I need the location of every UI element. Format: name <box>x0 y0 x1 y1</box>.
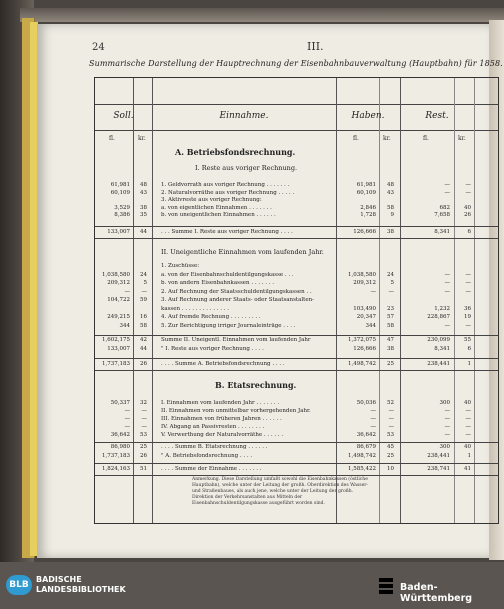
haben-fl-cell: 36,642 <box>356 432 376 438</box>
subsection-i-heading: I. Reste aus voriger Rechnung. <box>195 164 298 172</box>
rest-kr-cell: 36 <box>464 305 471 312</box>
blb-logo[interactable]: BLB <box>6 575 32 595</box>
rule-sum-b <box>95 442 498 443</box>
table-row <box>95 314 500 322</box>
label-cell: I. Einnahmen vom laufenden Jahr . . . . . . . <box>161 400 280 406</box>
soll-kr-cell: — <box>141 424 147 430</box>
label-cell: " I. Reste aus voriger Rechnung . . . . <box>161 345 264 352</box>
bw-brand[interactable]: Baden-Württemberg <box>400 582 473 604</box>
footnote: Anmerkung. Diese Darstellung umfaßt sowohl die Eisenbahnkassen (östliche Hauptbahn), welche unter der Leitung der großh. Oberdirektion des Wasser- und Straßenbaues, als auch jene, welche unter der Leitung der großh. Direktion der Verkehrsanstalten aus Mitteln der Eisenbahnschuldentilgungskasse ausgeführt worden sind. <box>192 477 368 506</box>
label-cell: Summe II. Uneigentl. Einnahmen vom laufenden Jahr <box>161 337 311 343</box>
label-cell: 3. Auf Rechnung anderer Staats- oder Staatsanstalten- <box>161 297 315 303</box>
unit-soll-kr: kr. <box>138 135 146 142</box>
haben-kr-cell: 23 <box>387 305 394 312</box>
page-title: Summarische Darstellung der Hauptrechnung der Eisenbahnbauverwaltung (Hauptbahn) für 1858. <box>89 59 503 68</box>
label-cell: kassen . . . . . . . . . . . . . . <box>161 305 230 312</box>
label-cell: . . . . Summe B. Etatsrechnung . . . . . . <box>161 444 268 450</box>
soll-fl-cell: — <box>124 416 130 422</box>
haben-kr-cell: 47 <box>387 337 394 343</box>
rest-kr-cell: 1 <box>467 452 471 459</box>
soll-fl-cell: 1,737,183 <box>102 361 130 367</box>
haben-fl-cell: 1,585,422 <box>348 466 376 472</box>
rest-kr-cell: 26 <box>464 212 471 218</box>
haben-kr-cell: 24 <box>387 271 394 278</box>
soll-kr-cell: 58 <box>140 322 147 329</box>
table-row <box>95 408 500 416</box>
label-cell: 4. Auf fremde Rechnung . . . . . . . . . <box>161 314 261 320</box>
rule-after-sum-a <box>95 370 498 371</box>
haben-kr-cell: — <box>388 288 394 295</box>
table-row <box>95 272 500 280</box>
haben-kr-cell: 57 <box>387 314 394 320</box>
soll-kr-cell: 44 <box>140 229 147 235</box>
label-cell: 1. Zuschüsse: <box>161 263 200 269</box>
rule-sum-ii <box>95 335 498 336</box>
label-cell: II. Einnahmen vom unmittelbar vorhergehenden Jahr. <box>161 408 311 414</box>
subsection-ii-heading: II. Uneigentliche Einnahmen vom laufenden Jahr. <box>161 248 324 256</box>
unit-rest-kr: kr. <box>458 135 466 142</box>
soll-fl-cell: 133,007 <box>107 229 130 235</box>
section-b-heading: B. Etatsrechnung. <box>215 380 297 390</box>
label-cell: III. Einnahmen von früheren Jahren . . . . . . <box>161 416 282 422</box>
haben-fl-cell: 60,109 <box>356 189 376 196</box>
rule-sum-a <box>95 358 498 359</box>
haben-kr-cell: 38 <box>387 345 394 352</box>
rest-kr-cell: — <box>465 189 471 196</box>
haben-kr-cell: 38 <box>387 229 394 235</box>
rest-fl-cell: — <box>444 432 450 438</box>
haben-kr-cell: 52 <box>387 400 394 406</box>
soll-fl-cell: 8,386 <box>114 212 130 218</box>
rest-fl-cell: — <box>444 280 450 286</box>
soll-kr-cell: 26 <box>140 452 147 459</box>
header-einnahme: Einnahme. <box>219 111 269 121</box>
haben-fl-cell: 86,679 <box>356 444 376 450</box>
table-row <box>95 263 500 271</box>
soll-fl-cell: — <box>124 408 130 414</box>
haben-fl-cell: — <box>370 408 376 414</box>
haben-fl-cell: 126,666 <box>353 229 376 235</box>
sum-row <box>95 346 500 354</box>
rest-kr-cell: 55 <box>464 337 471 343</box>
label-cell: a. von der Eisenbahnschuldentilgungskasse . . . <box>161 271 294 278</box>
table-row <box>95 400 500 408</box>
haben-fl-cell: 20,347 <box>356 314 376 320</box>
soll-kr-cell: 48 <box>140 182 147 188</box>
haben-kr-cell: 25 <box>387 452 394 459</box>
sum-row <box>95 337 500 345</box>
haben-fl-cell: 126,666 <box>353 345 376 352</box>
soll-kr-cell: 44 <box>140 345 147 352</box>
soll-kr-cell: 5 <box>143 280 147 286</box>
label-cell: V. Verwerthung der Naturalvorräthe . . . . . . <box>161 432 284 438</box>
soll-kr-cell: — <box>141 408 147 414</box>
soll-kr-cell: — <box>141 288 147 295</box>
haben-kr-cell: — <box>388 424 394 430</box>
haben-fl-cell: 1,372,075 <box>348 337 376 343</box>
rest-fl-cell: — <box>444 189 450 196</box>
haben-fl-cell: 1,498,742 <box>348 361 376 367</box>
rest-fl-cell: 8,341 <box>434 345 450 352</box>
rest-fl-cell: 300 <box>439 444 450 450</box>
soll-fl-cell: 1,038,580 <box>102 271 130 278</box>
rest-kr-cell: — <box>465 408 471 414</box>
label-cell: . . . . Summe der Einnahme . . . . . . . <box>161 466 262 472</box>
ledger-table <box>94 77 499 524</box>
rest-kr-cell: — <box>465 182 471 188</box>
haben-fl-cell: — <box>370 424 376 430</box>
soll-kr-cell: — <box>141 416 147 422</box>
sum-row <box>95 444 500 452</box>
rest-fl-cell: — <box>444 288 450 295</box>
label-cell: . . . . Summe A. Betriebsfondsrechnung . . . . <box>161 361 285 367</box>
haben-kr-cell: 43 <box>387 189 394 196</box>
rule-sum-i <box>95 226 498 227</box>
blb-name[interactable] <box>36 575 126 595</box>
unit-rest-fl: fl. <box>423 135 429 142</box>
rest-fl-cell: — <box>444 408 450 414</box>
soll-kr-cell: 25 <box>140 444 147 450</box>
sum-row <box>95 361 500 369</box>
rule-total <box>95 463 498 464</box>
haben-fl-cell: 209,312 <box>353 280 376 286</box>
rest-fl-cell: 230,099 <box>427 337 450 343</box>
soll-fl-cell: 104,722 <box>107 297 130 303</box>
page-number: 24 <box>92 42 105 53</box>
soll-kr-cell: 24 <box>140 271 147 278</box>
haben-fl-cell: 344 <box>365 322 376 329</box>
rest-kr-cell: — <box>465 416 471 422</box>
blb-name-line1: BADISCHE <box>36 575 82 584</box>
label-cell: " A. Betriebsfondsrechnung . . . . <box>161 452 253 459</box>
soll-fl-cell: 50,337 <box>110 400 130 406</box>
section-a-heading: A. Betriebsfondsrechnung. <box>175 147 296 157</box>
header-rule-top <box>95 104 498 105</box>
soll-fl-cell: 61,981 <box>110 182 130 188</box>
header-rule-bottom <box>95 130 498 131</box>
haben-kr-cell: 9 <box>390 212 394 218</box>
label-cell: 2. Auf Rechnung der Staatsschuldentilgungskassen . . <box>161 288 312 295</box>
rest-fl-cell: 682 <box>439 204 450 211</box>
rest-kr-cell: 6 <box>467 345 471 352</box>
rest-kr-cell: 40 <box>464 204 471 211</box>
rest-fl-cell: 238,441 <box>427 361 450 367</box>
table-row <box>95 289 500 297</box>
unit-haben-fl: fl. <box>353 135 359 142</box>
rest-fl-cell: 8,341 <box>434 229 450 235</box>
rest-kr-cell: 19 <box>464 314 471 320</box>
haben-kr-cell: — <box>388 408 394 414</box>
rest-fl-cell: 238,441 <box>427 452 450 459</box>
rest-fl-cell: — <box>444 182 450 188</box>
label-cell: 3. Aktivreste aus voriger Rechnung: <box>161 197 262 203</box>
haben-kr-cell: 45 <box>387 444 394 450</box>
section-number: III. <box>307 40 324 53</box>
soll-kr-cell: 59 <box>140 297 147 303</box>
rest-kr-cell: 40 <box>464 400 471 406</box>
soll-kr-cell: 26 <box>140 361 147 367</box>
soll-fl-cell: 133,007 <box>107 345 130 352</box>
sum-row <box>95 453 500 461</box>
table-row <box>95 323 500 331</box>
soll-kr-cell: 43 <box>140 189 147 196</box>
label-cell: IV. Abgang an Passivresten . . . . . . . . <box>161 424 265 430</box>
rest-kr-cell: — <box>465 271 471 278</box>
sum-row <box>95 466 500 474</box>
label-cell: a. von eigentlichen Einnahmen . . . . . . . <box>161 204 272 211</box>
table-row <box>95 432 500 440</box>
book-cover-top <box>20 8 504 22</box>
soll-kr-cell: 42 <box>140 337 147 343</box>
soll-fl-cell: 1,602,175 <box>102 337 130 343</box>
soll-kr-cell: 53 <box>140 432 147 438</box>
rest-fl-cell: — <box>444 322 450 329</box>
haben-kr-cell: 58 <box>387 322 394 329</box>
haben-kr-cell: 25 <box>387 361 394 367</box>
rest-kr-cell: — <box>465 432 471 438</box>
rest-kr-cell: — <box>465 288 471 295</box>
haben-kr-cell: 10 <box>387 466 394 472</box>
rest-kr-cell: — <box>465 424 471 430</box>
label-cell: b. von andern Eisenbahnkassen . . . . . . . <box>161 280 275 286</box>
haben-fl-cell: 103,490 <box>353 305 376 312</box>
table-row <box>95 306 500 314</box>
unit-soll-fl: fl. <box>109 135 115 142</box>
rest-fl-cell: 7,658 <box>434 212 450 218</box>
label-cell: b. von uneigentlichen Einnahmen . . . . . . <box>161 212 276 218</box>
soll-kr-cell: 38 <box>140 204 147 211</box>
rest-fl-cell: — <box>444 424 450 430</box>
rest-kr-cell: 41 <box>464 466 471 472</box>
soll-fl-cell: 1,824,163 <box>102 466 130 472</box>
soll-fl-cell: 1,737,183 <box>102 452 130 459</box>
soll-fl-cell: 86,980 <box>110 444 130 450</box>
rule-after-total <box>95 475 498 476</box>
haben-fl-cell: 1,038,580 <box>348 271 376 278</box>
table-row <box>95 229 500 237</box>
label-cell: 1. Geldvorrath aus voriger Rechnung . . . . . . . <box>161 182 290 188</box>
label-cell: 2. Naturalvorräthe aus voriger Rechnung . . . . . <box>161 189 295 196</box>
rest-fl-cell: — <box>444 416 450 422</box>
header-haben: Haben. <box>351 111 385 121</box>
soll-fl-cell: — <box>124 424 130 430</box>
table-row <box>95 424 500 432</box>
haben-fl-cell: 2,846 <box>360 204 376 211</box>
table-row <box>95 212 500 220</box>
rest-fl-cell: — <box>444 271 450 278</box>
soll-fl-cell: 60,109 <box>110 189 130 196</box>
haben-kr-cell: 53 <box>387 432 394 438</box>
rule-after-sum-i <box>95 238 498 239</box>
rest-fl-cell: 228,867 <box>427 314 450 320</box>
soll-fl-cell: — <box>124 288 130 295</box>
soll-fl-cell: 36,642 <box>110 432 130 438</box>
header-rest: Rest. <box>425 111 449 121</box>
soll-kr-cell: 51 <box>140 466 147 472</box>
blb-name-line2: LANDESBIBLIOTHEK <box>36 585 126 594</box>
label-cell: . . . Summe I. Reste aus voriger Rechnung . . . . <box>161 229 293 235</box>
label-cell: 5. Zur Berichtigung irriger Journaleinträge . . . . <box>161 322 296 329</box>
haben-kr-cell: — <box>388 416 394 422</box>
rest-kr-cell: 40 <box>464 444 471 450</box>
rest-kr-cell: 6 <box>467 229 471 235</box>
haben-fl-cell: 61,981 <box>356 182 376 188</box>
rest-kr-cell: — <box>465 322 471 329</box>
rest-fl-cell: 300 <box>439 400 450 406</box>
table-row <box>95 416 500 424</box>
soll-kr-cell: 16 <box>140 314 147 320</box>
soll-kr-cell: 32 <box>140 400 147 406</box>
rest-kr-cell: 1 <box>467 361 471 367</box>
rest-fl-cell: 238,741 <box>427 466 450 472</box>
book-page <box>37 24 503 558</box>
table-row <box>95 280 500 288</box>
rest-kr-cell: — <box>465 280 471 286</box>
rest-fl-cell: 1,232 <box>434 305 450 312</box>
haben-fl-cell: — <box>370 288 376 295</box>
soll-fl-cell: 344 <box>119 322 130 329</box>
haben-fl-cell: 50,036 <box>356 400 376 406</box>
soll-fl-cell: 249,215 <box>107 314 130 320</box>
haben-fl-cell: — <box>370 416 376 422</box>
haben-kr-cell: 48 <box>387 182 394 188</box>
soll-fl-cell: 3,529 <box>114 204 130 211</box>
haben-kr-cell: 5 <box>390 280 394 286</box>
haben-kr-cell: 58 <box>387 204 394 211</box>
table-row <box>95 297 500 305</box>
soll-fl-cell: 209,312 <box>107 280 130 286</box>
haben-fl-cell: 1,728 <box>360 212 376 218</box>
haben-fl-cell: 1,498,742 <box>348 452 376 459</box>
bw-lions-icon <box>377 576 395 596</box>
unit-haben-kr: kr. <box>383 135 391 142</box>
soll-kr-cell: 35 <box>140 212 147 218</box>
header-soll: Soll. <box>113 111 134 121</box>
